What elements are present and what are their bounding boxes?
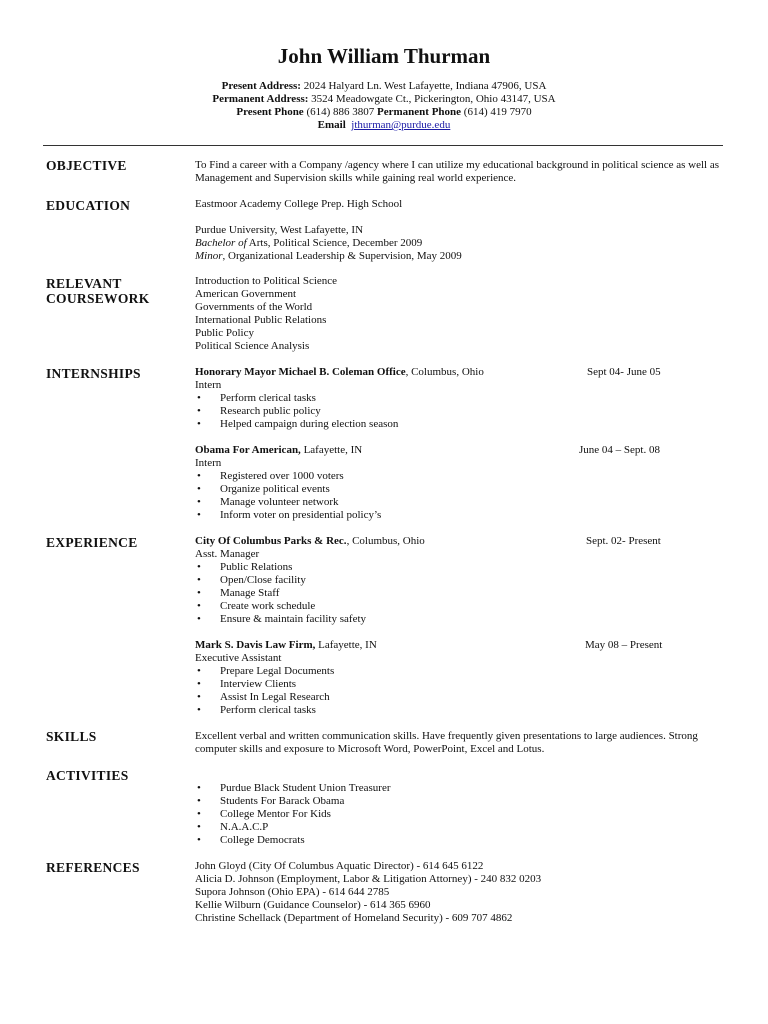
minor-rest: , Organizational Leadership & Supervision, May 2009 bbox=[222, 250, 462, 262]
bullet-glyph: • bbox=[197, 613, 201, 625]
activities-block bbox=[195, 782, 725, 847]
course-item: Political Science Analysis bbox=[195, 340, 310, 352]
present-address-line bbox=[0, 80, 768, 93]
bullet-glyph: • bbox=[197, 782, 201, 794]
minor-line bbox=[195, 250, 725, 263]
internship-org: Obama For American, bbox=[195, 444, 301, 456]
bullet-glyph: • bbox=[197, 392, 201, 404]
experience-entry bbox=[195, 639, 725, 717]
bullet-glyph: • bbox=[197, 808, 201, 820]
list-item: • N.A.A.C.P bbox=[197, 821, 269, 833]
internship-role: Intern bbox=[195, 379, 222, 391]
coursework-heading bbox=[46, 276, 186, 306]
list-item: • Assist In Legal Research bbox=[197, 691, 330, 703]
list-item: • Purdue Black Student Union Treasurer bbox=[197, 782, 391, 794]
list-item: • College Democrats bbox=[197, 834, 305, 846]
course-item: Public Policy bbox=[195, 327, 254, 339]
minor-italic: Minor bbox=[195, 250, 223, 262]
internship-entry bbox=[195, 444, 725, 522]
bullet-glyph: • bbox=[197, 470, 201, 482]
objective-heading: OBJECTIVE bbox=[46, 158, 127, 173]
permanent-phone-label: Permanent Phone bbox=[377, 106, 462, 118]
bullet-glyph: • bbox=[197, 704, 201, 716]
header-divider bbox=[43, 145, 723, 146]
experience-location: , Columbus, Ohio bbox=[346, 535, 425, 547]
skills-text: Excellent verbal and written communication skills. Have frequently given presentations to large audiences. Strong computer skills and exposure to Microsoft Word, PowerPoint, Excel and Lotus. bbox=[195, 730, 698, 755]
permanent-phone: (614) 419 7970 bbox=[463, 106, 532, 118]
internship-dates: June 04 – Sept. 08 bbox=[579, 444, 660, 456]
degree-italic: Bachelor of bbox=[195, 237, 247, 249]
list-item: • Manage Staff bbox=[197, 587, 280, 599]
course-item: Governments of the World bbox=[195, 301, 313, 313]
course-item: International Public Relations bbox=[195, 314, 327, 326]
activities-list bbox=[195, 782, 725, 847]
list-item: • Perform clerical tasks bbox=[197, 392, 316, 404]
experience-heading: EXPERIENCE bbox=[46, 535, 138, 550]
present-phone: (614) 886 3807 bbox=[306, 106, 375, 118]
experience-duties bbox=[195, 561, 725, 626]
present-address: 2024 Halyard Ln. West Lafayette, Indiana 47906, USA bbox=[303, 80, 547, 92]
bullet-glyph: • bbox=[197, 405, 201, 417]
experience-dates: May 08 – Present bbox=[585, 639, 663, 651]
university: Purdue University, West Lafayette, IN bbox=[195, 224, 364, 236]
internship-duties bbox=[195, 470, 725, 522]
education-heading: EDUCATION bbox=[46, 198, 131, 213]
bullet-glyph: • bbox=[197, 678, 201, 690]
list-item: • College Mentor For Kids bbox=[197, 808, 331, 820]
bullet-glyph: • bbox=[197, 600, 201, 612]
internships-heading: INTERNSHIPS bbox=[46, 366, 141, 381]
course-item: American Government bbox=[195, 288, 297, 300]
list-item: • Research public policy bbox=[197, 405, 321, 417]
experience-role: Executive Assistant bbox=[195, 652, 282, 664]
internship-role: Intern bbox=[195, 457, 222, 469]
permanent-address-line bbox=[0, 93, 768, 106]
internship-entry bbox=[195, 366, 725, 431]
experience-role: Asst. Manager bbox=[195, 548, 260, 560]
degree-rest: Arts, Political Science, December 2009 bbox=[246, 237, 423, 249]
objective-text: To Find a career with a Company /agency where I can utilize my educational background in political science as well as Management and Supervision skills while gaining real world experience. bbox=[195, 159, 719, 184]
list-item: • Open/Close facility bbox=[197, 574, 306, 586]
coursework-list bbox=[195, 275, 725, 353]
bullet-glyph: • bbox=[197, 574, 201, 586]
internship-location: , Columbus, Ohio bbox=[405, 366, 484, 378]
resume-name: John William Thurman bbox=[277, 44, 491, 68]
email-line bbox=[0, 119, 768, 132]
bullet-glyph: • bbox=[197, 834, 201, 846]
bullet-glyph: • bbox=[197, 587, 201, 599]
present-address-label: Present Address: bbox=[221, 80, 301, 92]
list-item: • Prepare Legal Documents bbox=[197, 665, 335, 677]
high-school: Eastmoor Academy College Prep. High School bbox=[195, 198, 403, 210]
list-item: • Students For Barack Obama bbox=[197, 795, 345, 807]
internship-dates: Sept 04- June 05 bbox=[587, 366, 661, 378]
list-item: • Inform voter on presidential policy’s bbox=[197, 509, 382, 521]
experience-entry bbox=[195, 535, 725, 626]
bullet-glyph: • bbox=[197, 821, 201, 833]
internship-duties bbox=[195, 392, 725, 431]
references-list bbox=[195, 860, 725, 925]
references-heading: REFERENCES bbox=[46, 860, 140, 875]
coursework-heading-line1: RELEVANT bbox=[46, 276, 122, 291]
list-item: • Create work schedule bbox=[197, 600, 316, 612]
education-block bbox=[195, 198, 725, 263]
contact-block bbox=[0, 80, 768, 132]
reference-item: Kellie Wilburn (Guidance Counselor) - 614 365 6960 bbox=[195, 899, 431, 911]
list-item: • Manage volunteer network bbox=[197, 496, 339, 508]
bullet-glyph: • bbox=[197, 665, 201, 677]
experience-org: City Of Columbus Parks & Rec. bbox=[195, 535, 347, 547]
experience-org: Mark S. Davis Law Firm, bbox=[195, 639, 316, 651]
list-item: • Organize political events bbox=[197, 483, 330, 495]
list-item: • Perform clerical tasks bbox=[197, 704, 316, 716]
phone-line bbox=[0, 106, 768, 119]
email-label: Email bbox=[317, 119, 346, 131]
list-item: • Public Relations bbox=[197, 561, 293, 573]
bullet-glyph: • bbox=[197, 509, 201, 521]
reference-item: John Gloyd (City Of Columbus Aquatic Director) - 614 645 6122 bbox=[195, 860, 484, 872]
degree-line bbox=[195, 237, 725, 250]
reference-item: Christine Schellack (Department of Homeland Security) - 609 707 4862 bbox=[195, 912, 513, 924]
activities-heading: ACTIVITIES bbox=[46, 768, 129, 783]
list-item: • Helped campaign during election season bbox=[197, 418, 399, 430]
permanent-address: 3524 Meadowgate Ct., Pickerington, Ohio 43147, USA bbox=[311, 93, 556, 105]
experience-dates: Sept. 02- Present bbox=[586, 535, 661, 547]
reference-item: Supora Johnson (Ohio EPA) - 614 644 2785 bbox=[195, 886, 390, 898]
coursework-heading-line2: COURSEWORK bbox=[46, 291, 150, 306]
course-item: Introduction to Political Science bbox=[195, 275, 338, 287]
present-phone-label: Present Phone bbox=[236, 106, 304, 118]
skills-heading: SKILLS bbox=[46, 729, 97, 744]
internship-location: Lafayette, IN bbox=[300, 444, 363, 456]
list-item: • Registered over 1000 voters bbox=[197, 470, 344, 482]
bullet-glyph: • bbox=[197, 418, 201, 430]
bullet-glyph: • bbox=[197, 691, 201, 703]
list-item: • Ensure & maintain facility safety bbox=[197, 613, 367, 625]
bullet-glyph: • bbox=[197, 795, 201, 807]
reference-item: Alicia D. Johnson (Employment, Labor & Litigation Attorney) - 240 832 0203 bbox=[195, 873, 542, 885]
permanent-address-label: Permanent Address: bbox=[212, 93, 309, 105]
experience-location: Lafayette, IN bbox=[315, 639, 377, 651]
bullet-glyph: • bbox=[197, 561, 201, 573]
experience-duties bbox=[195, 665, 725, 717]
email-link[interactable]: jthurman@purdue.edu bbox=[351, 119, 451, 131]
bullet-glyph: • bbox=[197, 483, 201, 495]
bullet-glyph: • bbox=[197, 496, 201, 508]
list-item: • Interview Clients bbox=[197, 678, 297, 690]
internship-org: Honorary Mayor Michael B. Coleman Office bbox=[195, 366, 406, 378]
